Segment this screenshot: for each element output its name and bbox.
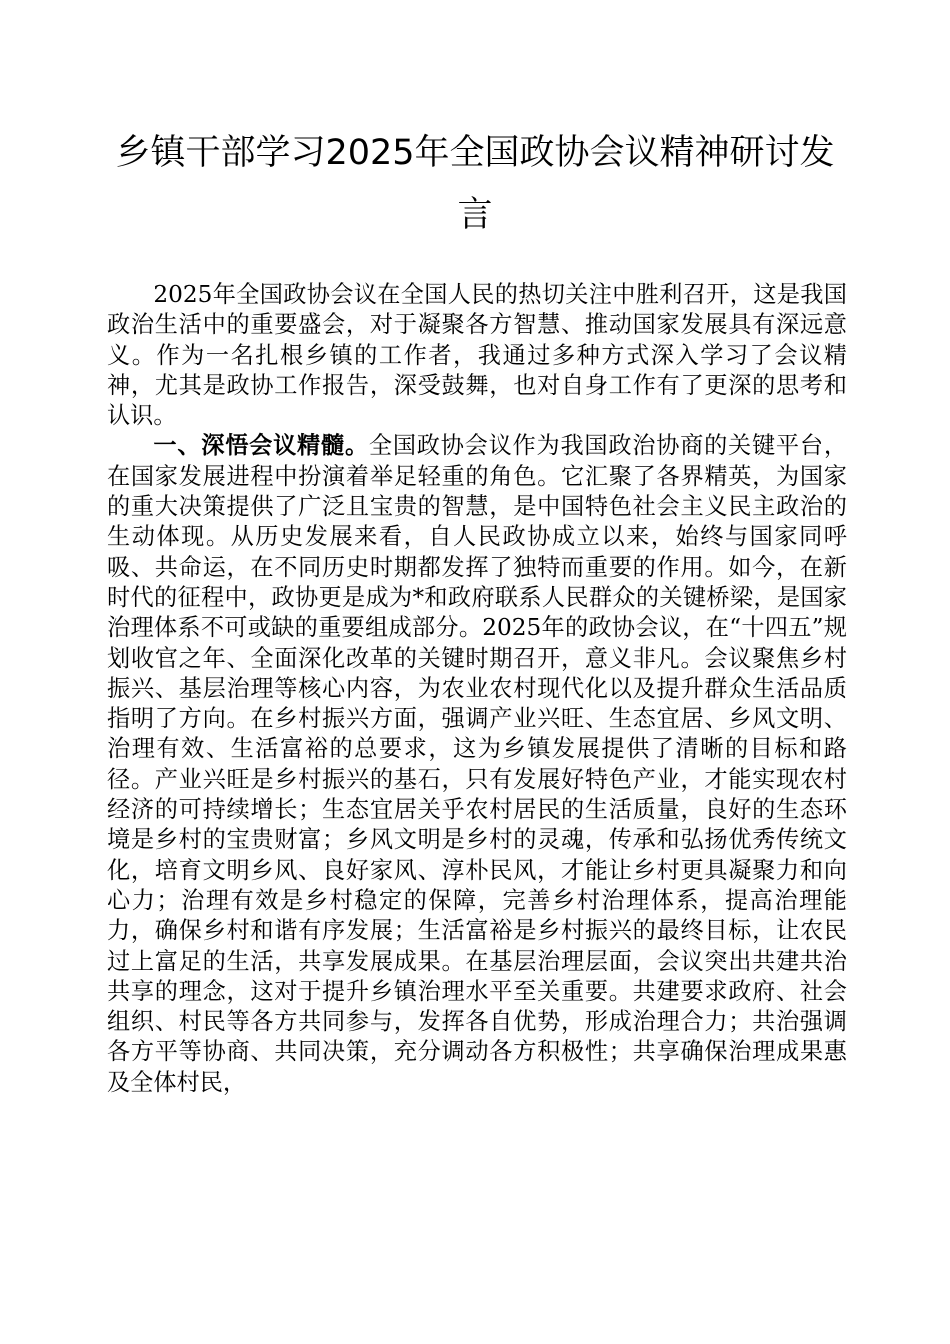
paragraph-intro-text: 2025年全国政协会议在全国人民的热切关注中胜利召开，这是我国政治生活中的重要盛会，对于凝聚各方智慧、推动国家发展具有深远意义。作为一名扎根乡镇的工作者，我通过多种方式深入学习了会议精神，尤其是政协工作报告，深受鼓舞，也对自身工作有了更深的思考和认识。 xyxy=(107,281,847,430)
paragraph-intro xyxy=(107,280,847,431)
section-1-text: 全国政协会议作为我国政治协商的关键平台，在国家发展进程中扮演着举足轻重的角色。它汇聚了各界精英，为国家的重大决策提供了广泛且宝贵的智慧，是中国特色社会主义民主政治的生动体现。从历史发展来看，自人民政协成立以来，始终与国家同呼吸、共命运，在不同历史时期都发挥了独特而重要的作用。如今，在新时代的征程中，政协更是成为*和政府联系人民群众的关键桥梁，是国家治理体系不可或缺的重要组成部分。2025年的政协会议，在“十四五”规划收官之年、全面深化改革的关键时期召开，意义非凡。会议聚焦乡村振兴、基层治理等核心内容，为农业农村现代化以及提升群众生活品质指明了方向。在乡村振兴方面，强调产业兴旺、生态宜居、乡风文明、治理有效、生活富裕的总要求，这为乡镇发展提供了清晰的目标和路径。产业兴旺是乡村振兴的基石，只有发展好特色产业，才能实现农村经济的可持续增长；生态宜居关乎农村居民的生活质量，良好的生态环境是乡村的宝贵财富；乡风文明是乡村的灵魂，传承和弘扬优秀传统文化，培育文明乡风、良好家风、淳朴民风，才能让乡村更具凝聚力和向心力；治理有效是乡村稳定的保障，完善乡村治理体系，提高治理能力，确保乡村和谐有序发展；生活富裕是乡村振兴的最终目标，让农民过上富足的生活，共享发展成果。在基层治理层面，会议突出共建共治共享的理念，这对于提升乡镇治理水平至关重要。共建要求政府、社会组织、村民等各方共同参与，发挥各自优势，形成治理合力；共治强调各方平等协商、共同决策，充分调动各方积极性；共享确保治理成果惠及全体村民， xyxy=(107,432,848,1096)
section-1-heading: 一、深悟会议精髓。 xyxy=(153,432,369,460)
document-body xyxy=(107,280,847,1098)
paragraph-section-1 xyxy=(107,431,847,1098)
document-title: 乡镇干部学习2025年全国政协会议精神研讨发言 xyxy=(115,133,835,235)
